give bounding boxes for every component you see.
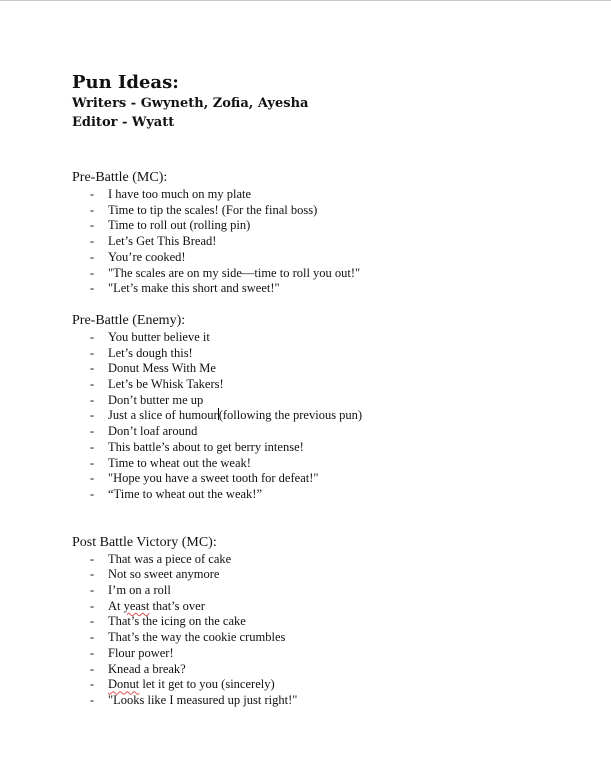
list-item-text: that’s over bbox=[149, 598, 205, 613]
pun-list-post-battle-victory-mc bbox=[72, 552, 592, 709]
pun-list-pre-battle-enemy bbox=[72, 330, 592, 503]
list-item: - That’s the icing on the cake bbox=[72, 614, 592, 630]
list-item: - Knead a break? bbox=[72, 662, 592, 678]
doc-editor: Editor - Wyatt bbox=[72, 115, 175, 130]
list-item: - That was a piece of cake bbox=[72, 552, 592, 568]
doc-writers: Writers - Gwyneth, Zofia, Ayesha bbox=[72, 96, 309, 111]
list-item: - "Let’s make this short and sweet!" bbox=[72, 281, 592, 297]
list-item: - Let’s dough this! bbox=[72, 346, 592, 362]
list-item bbox=[72, 677, 592, 693]
list-item-text: let it get to you (sincerely) bbox=[139, 677, 275, 692]
list-item: - Donut Mess With Me bbox=[72, 361, 592, 377]
list-item-text: At bbox=[108, 598, 124, 613]
list-item: - That’s the way the cookie crumbles bbox=[72, 630, 592, 646]
section-heading-pre-battle-enemy: Pre-Battle (Enemy): bbox=[72, 312, 186, 328]
list-item-text: Just a slice of humour bbox=[108, 408, 218, 423]
list-item bbox=[72, 599, 592, 615]
list-item: - "The scales are on my side—time to roll you out!" bbox=[72, 266, 592, 282]
list-item bbox=[72, 408, 592, 424]
list-item: - You’re cooked! bbox=[72, 250, 592, 266]
section-heading-post-battle-victory-mc: Post Battle Victory (MC): bbox=[72, 534, 217, 550]
list-item: - I’m on a roll bbox=[72, 583, 592, 599]
list-item: - Don’t butter me up bbox=[72, 393, 592, 409]
page-top-border bbox=[0, 0, 611, 1]
list-item: - Let’s be Whisk Takers! bbox=[72, 377, 592, 393]
list-item: - This battle’s about to get berry intense! bbox=[72, 440, 592, 456]
list-item: - "Looks like I measured up just right!" bbox=[72, 693, 592, 709]
list-item-note: (following the previous pun) bbox=[218, 408, 363, 423]
list-item: - Flour power! bbox=[72, 646, 592, 662]
list-item: - You butter believe it bbox=[72, 330, 592, 346]
list-item: - Let’s Get This Bread! bbox=[72, 234, 592, 250]
list-item: - Not so sweet anymore bbox=[72, 567, 592, 583]
list-item: - Don’t loaf around bbox=[72, 424, 592, 440]
spellcheck-word[interactable]: yeast bbox=[123, 598, 150, 613]
list-item: - Time to roll out (rolling pin) bbox=[72, 218, 592, 234]
pun-list-pre-battle-mc bbox=[72, 187, 592, 297]
document-page[interactable] bbox=[72, 72, 592, 709]
spellcheck-word[interactable]: Donut bbox=[108, 677, 140, 692]
section-heading-pre-battle-mc: Pre-Battle (MC): bbox=[72, 170, 168, 185]
list-item: - I have too much on my plate bbox=[72, 187, 592, 203]
list-item: - Time to wheat out the weak! bbox=[72, 456, 592, 472]
list-item: - “Time to wheat out the weak!” bbox=[72, 487, 592, 503]
list-item: - "Hope you have a sweet tooth for defeat!" bbox=[72, 471, 592, 487]
list-item: - Time to tip the scales! (For the final boss) bbox=[72, 203, 592, 219]
doc-title: Pun Ideas: bbox=[72, 72, 179, 93]
